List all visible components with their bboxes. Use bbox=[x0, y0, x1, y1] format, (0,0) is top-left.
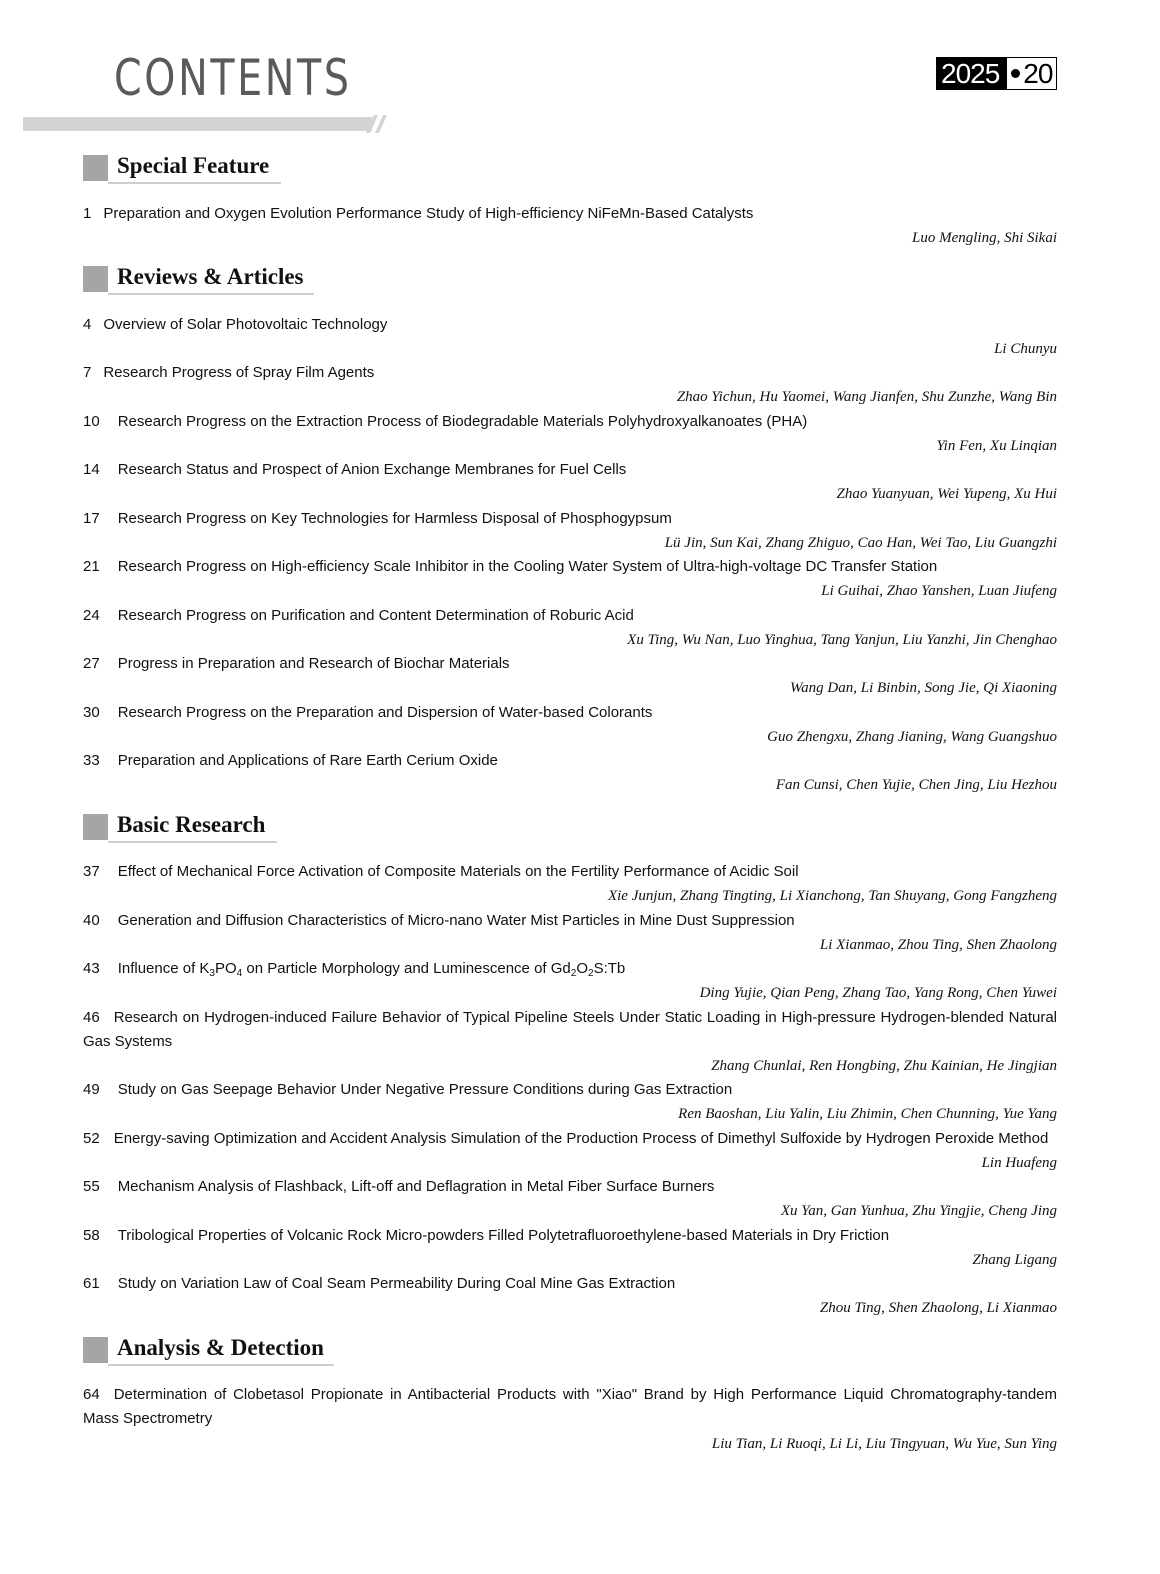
article-entry[interactable] bbox=[83, 1175, 1057, 1199]
article-title bbox=[118, 960, 626, 977]
subscript: 4 bbox=[236, 968, 243, 979]
article-page: 27 bbox=[83, 655, 100, 672]
article-entry[interactable] bbox=[83, 1224, 1057, 1248]
article-title: Research Status and Prospect of Anion Exchange Membranes for Fuel Cells bbox=[117, 461, 627, 478]
section-title: Special Feature bbox=[117, 153, 270, 178]
article-authors: Li Chunyu bbox=[994, 341, 1057, 357]
article-title: Generation and Diffusion Characteristics of Micro-nano Water Mist Particles in Mine Dust Suppression bbox=[117, 912, 795, 929]
article-page: 30 bbox=[83, 704, 100, 721]
article-entry[interactable] bbox=[83, 1078, 1057, 1102]
issue-badge bbox=[936, 57, 1057, 90]
article-page: 21 bbox=[83, 558, 100, 575]
article-title: Mechanism Analysis of Flashback, Lift-off and Deflagration in Metal Fiber Surface Burners bbox=[117, 1178, 715, 1195]
subscript: 3 bbox=[209, 968, 215, 979]
section-title: Basic Research bbox=[117, 812, 266, 837]
section-marker-icon bbox=[83, 155, 108, 181]
article-authors: Zhou Ting, Shen Zhaolong, Li Xianmao bbox=[819, 1300, 1057, 1316]
section-underline bbox=[108, 841, 277, 843]
article-entry[interactable] bbox=[83, 749, 1057, 773]
title-text: S:Tb bbox=[593, 960, 626, 977]
article-title: Research Progress on High-efficiency Scale Inhibitor in the Cooling Water System of Ultra-high-voltage DC Transfer Station bbox=[117, 558, 938, 575]
section-title: Analysis & Detection bbox=[117, 1335, 324, 1360]
article-title: Study on Variation Law of Coal Seam Permeability During Coal Mine Gas Extraction bbox=[117, 1275, 676, 1292]
article-entry[interactable] bbox=[83, 202, 1057, 226]
article-page: 58 bbox=[83, 1227, 100, 1244]
article-entry[interactable] bbox=[83, 1272, 1057, 1296]
article-title: Research Progress on Key Technologies for Harmless Disposal of Phosphogypsum bbox=[117, 510, 672, 527]
article-page: 24 bbox=[83, 607, 100, 624]
article-title: Research on Hydrogen-induced Failure Behavior of Typical Pipeline Steels Under Static Loading in High-pressure Hydrogen-blended Natural Gas Systems bbox=[83, 1009, 1057, 1050]
article-authors: Zhang Ligang bbox=[972, 1252, 1057, 1268]
article-authors: Xu Yan, Gan Yunhua, Zhu Yingjie, Cheng Jing bbox=[780, 1203, 1057, 1219]
article-page: 14 bbox=[83, 461, 100, 478]
article-page: 7 bbox=[83, 364, 92, 381]
article-title: Effect of Mechanical Force Activation of Composite Materials on the Fertility Performance of Acidic Soil bbox=[117, 863, 799, 880]
article-page: 43 bbox=[83, 960, 100, 977]
article-title: Research Progress on Purification and Content Determination of Roburic Acid bbox=[117, 607, 634, 624]
section-marker-icon bbox=[83, 1337, 108, 1363]
article-authors: Li Xianmao, Zhou Ting, Shen Zhaolong bbox=[819, 937, 1057, 953]
page-title: CONTENTS bbox=[114, 49, 352, 107]
article-entry[interactable] bbox=[83, 555, 1057, 579]
article-entry[interactable] bbox=[83, 1127, 1057, 1151]
article-page: 4 bbox=[83, 316, 92, 333]
article-authors: Xu Ting, Wu Nan, Luo Yinghua, Tang Yanjun, Liu Yanzhi, Jin Chenghao bbox=[627, 632, 1057, 648]
article-page: 49 bbox=[83, 1081, 100, 1098]
article-authors: Yin Fen, Xu Linqian bbox=[936, 438, 1057, 454]
article-authors: Liu Tian, Li Ruoqi, Li Li, Liu Tingyuan, Wu Yue, Sun Ying bbox=[711, 1436, 1057, 1452]
section-title: Reviews & Articles bbox=[117, 264, 304, 289]
article-authors: Lin Huafeng bbox=[981, 1155, 1057, 1171]
article-page: 10 bbox=[83, 413, 100, 430]
issue-year: 2025 bbox=[937, 58, 1007, 89]
article-title: Energy-saving Optimization and Accident Analysis Simulation of the Production Process of Dimethyl Sulfoxide by Hydrogen Peroxide Method bbox=[113, 1130, 1049, 1147]
article-authors: Ding Yujie, Qian Peng, Zhang Tao, Yang Rong, Chen Yuwei bbox=[699, 985, 1057, 1001]
article-entry[interactable] bbox=[83, 507, 1057, 531]
article-entry[interactable] bbox=[83, 957, 1057, 981]
article-authors: Guo Zhengxu, Zhang Jianing, Wang Guangshuo bbox=[767, 729, 1057, 745]
article-page: 46 bbox=[83, 1009, 100, 1026]
issue-number: 20 bbox=[1023, 58, 1053, 89]
bullet-icon bbox=[1011, 69, 1020, 78]
article-title: Research Progress on the Extraction Process of Biodegradable Materials Polyhydroxyalkanoates (PHA) bbox=[117, 413, 808, 430]
article-page: 1 bbox=[83, 205, 92, 222]
section-underline bbox=[108, 182, 281, 184]
article-title: Overview of Solar Photovoltaic Technology bbox=[103, 316, 388, 333]
article-title: Tribological Properties of Volcanic Rock Micro-powders Filled Polytetrafluoroethylene-based Materials in Dry Friction bbox=[117, 1227, 890, 1244]
article-entry[interactable] bbox=[83, 652, 1057, 676]
article-authors: Lü Jin, Sun Kai, Zhang Zhiguo, Cao Han, Wei Tao, Liu Guangzhi bbox=[664, 535, 1057, 551]
article-page: 40 bbox=[83, 912, 100, 929]
article-authors: Zhang Chunlai, Ren Hongbing, Zhu Kainian, He Jingjian bbox=[711, 1058, 1057, 1074]
subscript: 2 bbox=[588, 968, 594, 979]
title-text: Influence of K bbox=[117, 960, 210, 977]
article-entry[interactable] bbox=[83, 1006, 1057, 1054]
article-page: 52 bbox=[83, 1130, 100, 1147]
title-text: on Particle Morphology and Luminescence of Gd bbox=[242, 960, 571, 977]
article-page: 33 bbox=[83, 752, 100, 769]
article-title: Determination of Clobetasol Propionate in Antibacterial Products with "Xiao" Brand by High Performance Liquid Chromatography-tandem Mass Spectrometry bbox=[83, 1386, 1057, 1427]
article-authors: Xie Junjun, Zhang Tingting, Li Xianchong, Tan Shuyang, Gong Fangzheng bbox=[607, 888, 1057, 904]
title-text: PO bbox=[214, 960, 237, 977]
article-entry[interactable] bbox=[83, 860, 1057, 884]
article-page: 17 bbox=[83, 510, 100, 527]
article-authors: Luo Mengling, Shi Sikai bbox=[912, 230, 1057, 246]
double-slash-decoration bbox=[366, 115, 392, 133]
title-underline-bar bbox=[23, 117, 372, 131]
article-entry[interactable] bbox=[83, 410, 1057, 434]
article-authors: Zhao Yichun, Hu Yaomei, Wang Jianfen, Shu Zunzhe, Wang Bin bbox=[676, 389, 1057, 405]
article-entry[interactable] bbox=[83, 313, 1057, 337]
article-authors: Fan Cunsi, Chen Yujie, Chen Jing, Liu Hezhou bbox=[775, 777, 1057, 793]
article-entry[interactable] bbox=[83, 604, 1057, 628]
article-page: 64 bbox=[83, 1386, 100, 1403]
article-entry[interactable] bbox=[83, 361, 1057, 385]
article-entry[interactable] bbox=[83, 909, 1057, 933]
article-title: Preparation and Applications of Rare Earth Cerium Oxide bbox=[117, 752, 498, 769]
article-authors: Ren Baoshan, Liu Yalin, Liu Zhimin, Chen Chunning, Yue Yang bbox=[678, 1106, 1057, 1122]
section-marker-icon bbox=[83, 814, 108, 840]
article-entry[interactable] bbox=[83, 458, 1057, 482]
article-title: Preparation and Oxygen Evolution Performance Study of High-efficiency NiFeMn-Based Catalysts bbox=[103, 205, 754, 222]
issue-number-box bbox=[1007, 58, 1056, 89]
section-underline bbox=[108, 293, 314, 295]
article-page: 55 bbox=[83, 1178, 100, 1195]
article-authors: Wang Dan, Li Binbin, Song Jie, Qi Xiaoning bbox=[790, 680, 1057, 696]
article-page: 61 bbox=[83, 1275, 100, 1292]
article-page: 37 bbox=[83, 863, 100, 880]
article-title: Progress in Preparation and Research of Biochar Materials bbox=[117, 655, 510, 672]
article-title: Research Progress of Spray Film Agents bbox=[103, 364, 375, 381]
article-title: Research Progress on the Preparation and Dispersion of Water-based Colorants bbox=[117, 704, 653, 721]
article-entry[interactable] bbox=[83, 701, 1057, 725]
subscript: 2 bbox=[570, 968, 577, 979]
article-entry[interactable] bbox=[83, 1383, 1057, 1431]
section-underline bbox=[108, 1364, 334, 1366]
article-title: Study on Gas Seepage Behavior Under Negative Pressure Conditions during Gas Extraction bbox=[117, 1081, 733, 1098]
section-marker-icon bbox=[83, 266, 108, 292]
title-text: O bbox=[576, 960, 588, 977]
article-authors: Li Guihai, Zhao Yanshen, Luan Jiufeng bbox=[821, 583, 1057, 599]
article-authors: Zhao Yuanyuan, Wei Yupeng, Xu Hui bbox=[836, 486, 1057, 502]
